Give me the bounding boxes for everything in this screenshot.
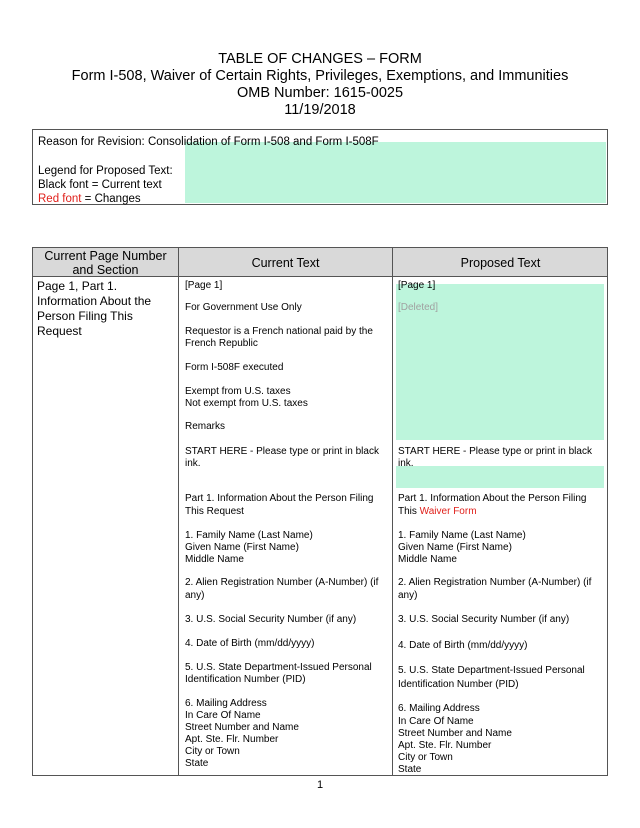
- current-line: 5. U.S. State Department-Issued Personal: [185, 662, 372, 673]
- current-line: Part 1. Information About the Person Filing: [185, 493, 374, 504]
- current-line: any): [185, 590, 205, 601]
- col-header-section: Current Page Number and Section: [44, 249, 167, 277]
- current-line: START HERE - Please type or print in black: [185, 446, 379, 457]
- current-line: 1. Family Name (Last Name): [185, 530, 313, 541]
- proposed-line: City or Town: [398, 752, 453, 763]
- proposed-line: Part 1. Information About the Person Filing: [398, 493, 587, 504]
- current-line: 2. Alien Registration Number (A-Number) (if: [185, 577, 379, 588]
- current-line: Form I-508F executed: [185, 362, 284, 373]
- proposed-line: any): [398, 590, 418, 601]
- proposed-line: Street Number and Name: [398, 728, 512, 739]
- proposed-change-waiver-form: Waiver Form: [419, 506, 477, 517]
- proposed-line: 5. U.S. State Department-Issued Personal: [398, 665, 585, 676]
- reason-highlight: [185, 142, 606, 203]
- current-line: 4. Date of Birth (mm/dd/yyyy): [185, 638, 315, 649]
- legend-red: [38, 192, 141, 206]
- current-line: Remarks: [185, 421, 226, 432]
- proposed-line: Identification Number (PID): [398, 679, 519, 690]
- current-line: Identification Number (PID): [185, 674, 306, 685]
- current-line: City or Town: [185, 746, 240, 757]
- proposed-line: Given Name (First Name): [398, 542, 512, 553]
- current-line: Exempt from U.S. taxes: [185, 386, 291, 397]
- current-line: For Government Use Only: [185, 302, 302, 313]
- current-line: French Republic: [185, 338, 258, 349]
- legend-title: Legend for Proposed Text:: [38, 165, 173, 177]
- col-divider-1: [178, 247, 179, 776]
- current-line: Street Number and Name: [185, 722, 299, 733]
- form-title: Form I-508, Waiver of Certain Rights, Privileges, Exemptions, and Immunities: [71, 68, 569, 84]
- current-line: Given Name (First Name): [185, 542, 299, 553]
- proposed-line-deleted: [Deleted]: [398, 302, 439, 313]
- proposed-line: [Page 1]: [398, 280, 436, 291]
- proposed-line: [398, 506, 477, 518]
- omb-number: OMB Number: 1615-0025: [236, 85, 404, 101]
- current-line: ink.: [185, 458, 201, 469]
- proposed-line: 2. Alien Registration Number (A-Number) (if: [398, 577, 592, 588]
- current-line: Not exempt from U.S. taxes: [185, 398, 308, 409]
- proposed-line: 3. U.S. Social Security Number (if any): [398, 614, 570, 625]
- proposed-text-this: This: [398, 506, 420, 517]
- col-divider-2: [392, 247, 393, 776]
- legend-black: Black font = Current text: [38, 179, 162, 191]
- proposed-line: State: [398, 764, 422, 775]
- legend-red-rest: = Changes: [81, 193, 141, 205]
- current-line: Requestor is a French national paid by the: [185, 326, 373, 337]
- proposed-line: In Care Of Name: [398, 716, 474, 727]
- current-line: This Request: [185, 506, 244, 517]
- section-cell: Page 1, Part 1. Information About the Person Filing This Request: [37, 279, 152, 338]
- proposed-line: START HERE - Please type or print in black: [398, 446, 592, 457]
- proposed-line: ink.: [398, 458, 414, 469]
- col-header-current: Current Text: [251, 256, 320, 270]
- current-line: Middle Name: [185, 554, 244, 565]
- col-header-proposed: Proposed Text: [460, 256, 541, 270]
- proposed-line: 6. Mailing Address: [398, 703, 480, 714]
- page-number: 1: [316, 779, 324, 791]
- current-line: [Page 1]: [185, 280, 223, 291]
- legend-red-word: Red font: [38, 193, 82, 205]
- proposed-line: Middle Name: [398, 554, 457, 565]
- current-line: Apt. Ste. Flr. Number: [185, 734, 279, 745]
- reason-text: Reason for Revision: Consolidation of Form I-508 and Form I-508F: [38, 136, 379, 148]
- doc-title: TABLE OF CHANGES – FORM: [218, 51, 422, 67]
- proposed-line: 4. Date of Birth (mm/dd/yyyy): [398, 640, 528, 651]
- proposed-line: 1. Family Name (Last Name): [398, 530, 526, 541]
- proposed-line: Apt. Ste. Flr. Number: [398, 740, 492, 751]
- current-line: 3. U.S. Social Security Number (if any): [185, 614, 357, 625]
- current-line: State: [185, 758, 209, 769]
- proposed-highlight-start: [396, 466, 604, 488]
- doc-date: 11/19/2018: [284, 102, 356, 118]
- current-line: In Care Of Name: [185, 710, 261, 721]
- current-line: 6. Mailing Address: [185, 698, 267, 709]
